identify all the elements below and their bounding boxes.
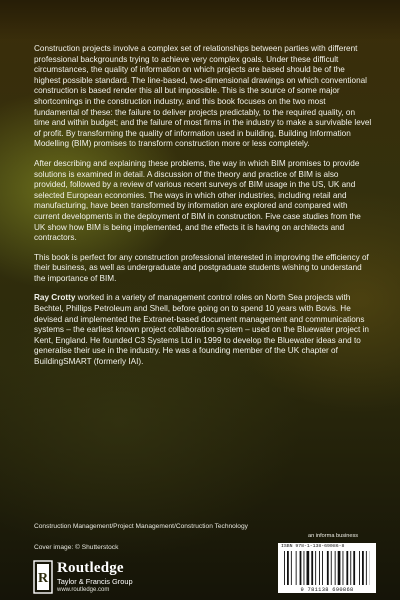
publisher-name: Routledge bbox=[57, 560, 124, 576]
barcode-bars bbox=[284, 551, 370, 585]
blurb-paragraph-1: Construction projects involve a complex set of relationships between parties with different professional backgrounds trying to achieve very complex goals. Under these difficult circumstances, the quality of information on which projects are based should be of the highest possible standard. The line-based, two-dimensional drawings on which conventional construction is based render this all but impossible. This is the source of some major shortcomings in the construction industry, and this book focuses on the two most fundamental of these: the failure to deliver projects predictably, to the required quality, on time and within budget; and the failure of most firms in the industry to make a survivable level of profit. By transforming the quality of information used in building, Building Information Modelling (BIM) promises to transform construction more or less completely. bbox=[34, 44, 372, 149]
author-name: Ray Crotty bbox=[34, 293, 76, 303]
publisher-group: Taylor & Francis Group bbox=[57, 577, 133, 586]
blurb bbox=[34, 44, 372, 377]
barcode-number: 9 781138 690868 bbox=[300, 587, 354, 593]
isbn-barcode bbox=[278, 543, 376, 593]
publisher-logo bbox=[33, 560, 203, 596]
blurb-paragraph-3: This book is perfect for any construction professional interested in improving the efficiency of their business, as well as undergraduate and postgraduate students wishing to understand the importance of BIM. bbox=[34, 252, 369, 283]
isbn-label: ISBN 978-1-138-69086-8 bbox=[281, 544, 345, 549]
author-bio-text: worked in a variety of management control roles on North Sea projects with Bechtel, Phillips Petroleum and Shell, before going on to spend 10 years with Bovis. He devised and implemented the Extranet-based document management and communications systems – the earliest known project collaboration system – used on the Bluewater project in Kent, England. He founded C3 Systems Ltd in 1999 to develop the Bluewater ideas and to generalise their use in the industry. He was a founding member of the UK chapter of BuildingSMART (formerly IAI). bbox=[34, 293, 369, 367]
informa-tagline: an informa business bbox=[308, 533, 359, 539]
subject-categories: Construction Management/Project Management/Construction Technology bbox=[34, 523, 248, 530]
routledge-logo-icon bbox=[33, 560, 53, 594]
top-shadow bbox=[0, 0, 400, 40]
author-bio bbox=[34, 293, 372, 367]
blurb-paragraph-2: After describing and explaining these problems, the way in which BIM promises to provide solutions is examined in detail. A discussion of the theory and practice of BIM is also provided, followed by a review of various recent surveys of BIM usage in the US, UK and selected European economies. The ways in which other industries, including retail and manufacturing, have been transformed by information are explored and compared with current developments in the deployment of BIM in construction. Five case studies from the UK show how BIM is being implemented, and the effects it is having on architects and contractors. bbox=[34, 158, 361, 243]
svg-text:R: R bbox=[37, 571, 49, 586]
cover-image-credit: Cover image: © Shutterstock bbox=[34, 544, 119, 551]
publisher-url: www.routledge.com bbox=[57, 587, 110, 593]
